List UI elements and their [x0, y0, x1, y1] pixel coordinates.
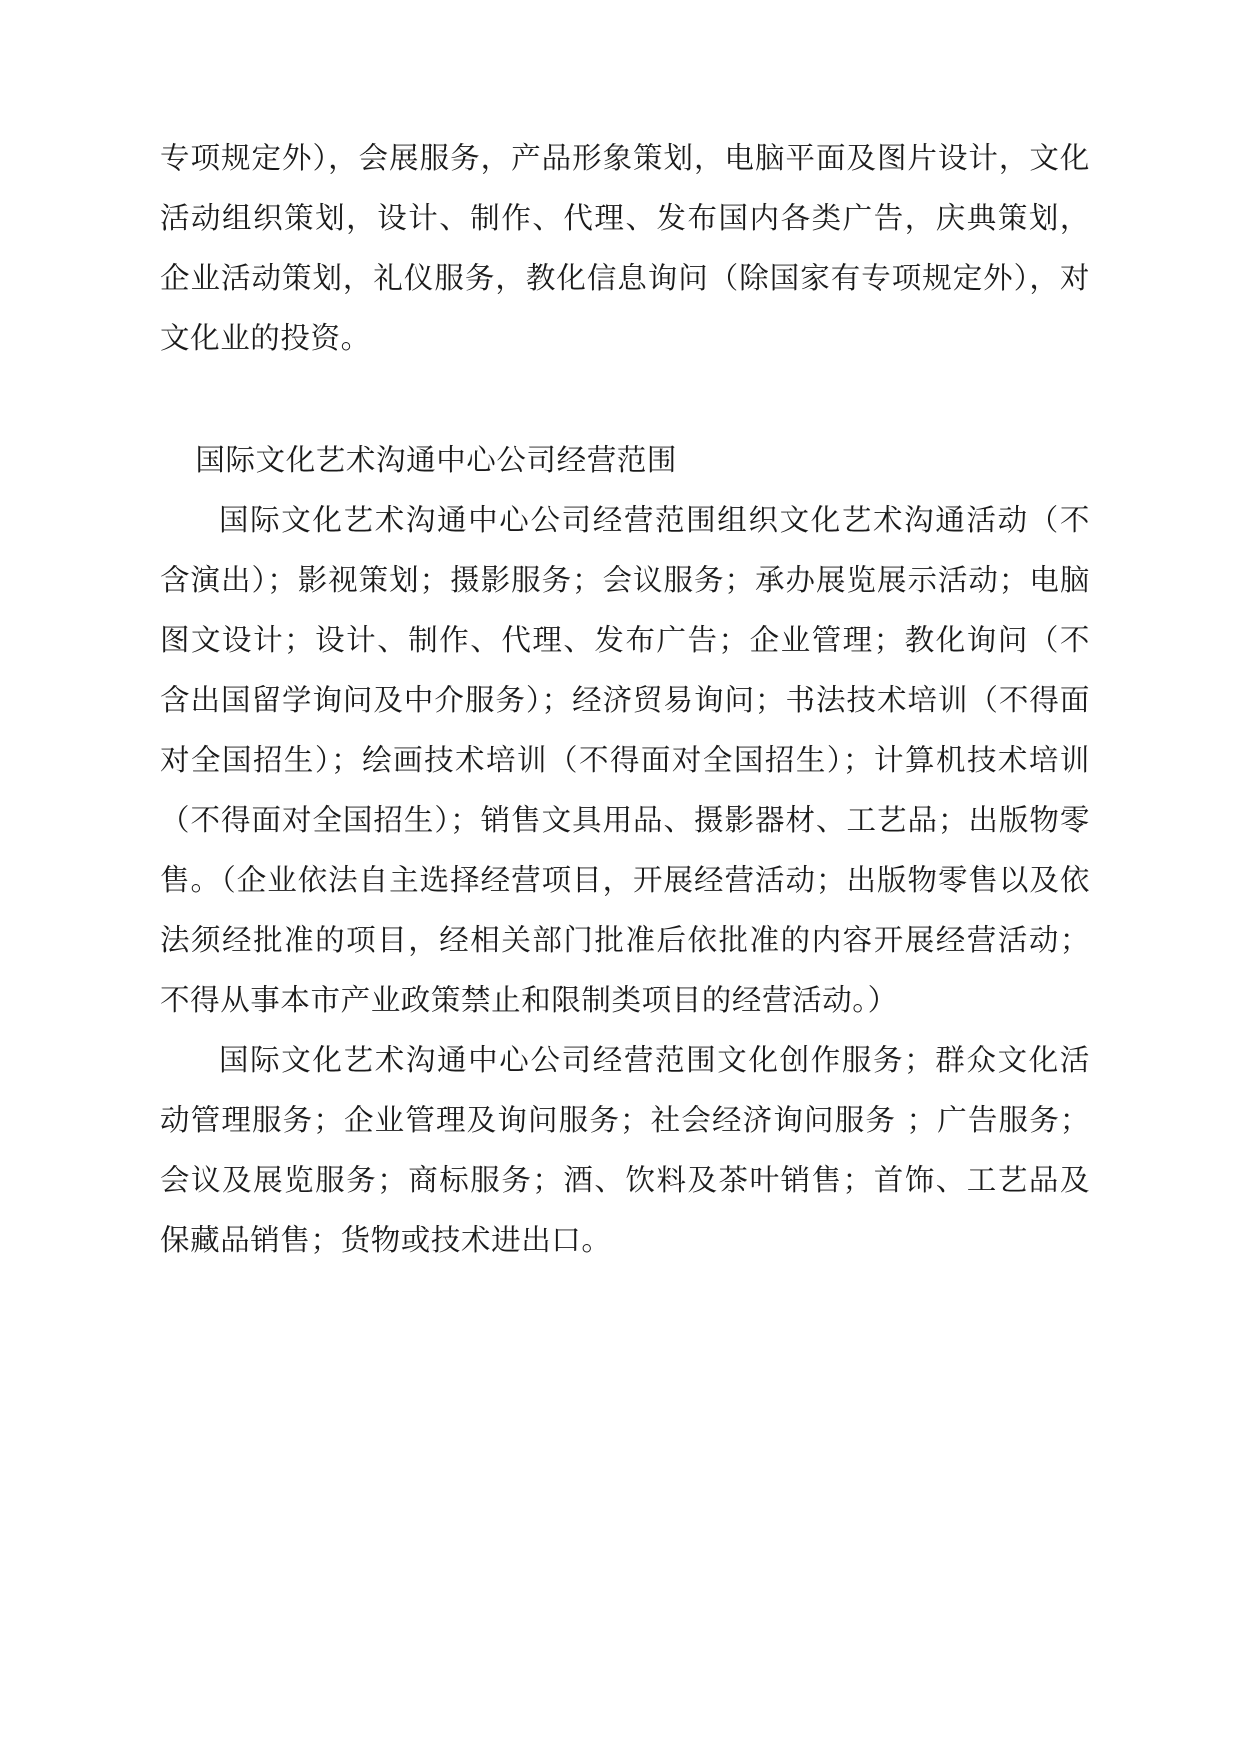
document-body — [160, 128, 1090, 1270]
heading-international-culture-art-center: 国际文化艺术沟通中心公司经营范围 — [195, 443, 677, 477]
paragraph-spacer — [160, 368, 1090, 430]
paragraph-business-scope-continuation: 专项规定外），会展服务，产品形象策划，电脑平面及图片设计，文化活动组织策划，设计、制作、代理、发布国内各类广告，庆典策划，企业活动策划，礼仪服务，教化信息询问（除国家有专项规定外），对文化业的投资。 — [160, 141, 1090, 355]
paragraph-scope-detail-two: 国际文化艺术沟通中心公司经营范围文化创作服务；群众文化活动管理服务；企业管理及询问服务；社会经济询问服务 ；广告服务；会议及展览服务；商标服务；酒、饮料及茶叶销售；首饰、工艺品及保藏品销售；货物或技术进出口。 — [160, 1043, 1090, 1257]
paragraph-scope-detail-one: 国际文化艺术沟通中心公司经营范围组织文化艺术沟通活动（不含演出）；影视策划；摄影服务；会议服务；承办展览展示活动；电脑图文设计；设计、制作、代理、发布广告；企业管理；教化询问（不含出国留学询问及中介服务）；经济贸易询问；书法技术培训（不得面对全国招生）；绘画技术培训（不得面对全国招生）；计算机技术培训（不得面对全国招生）；销售文具用品、摄影器材、工艺品；出版物零售。（企业依法自主选择经营项目，开展经营活动；出版物零售以及依法须经批准的项目，经相关部门批准后依批准的内容开展经营活动；不得从事本市产业政策禁止和限制类项目的经营活动。） — [160, 503, 1090, 1017]
